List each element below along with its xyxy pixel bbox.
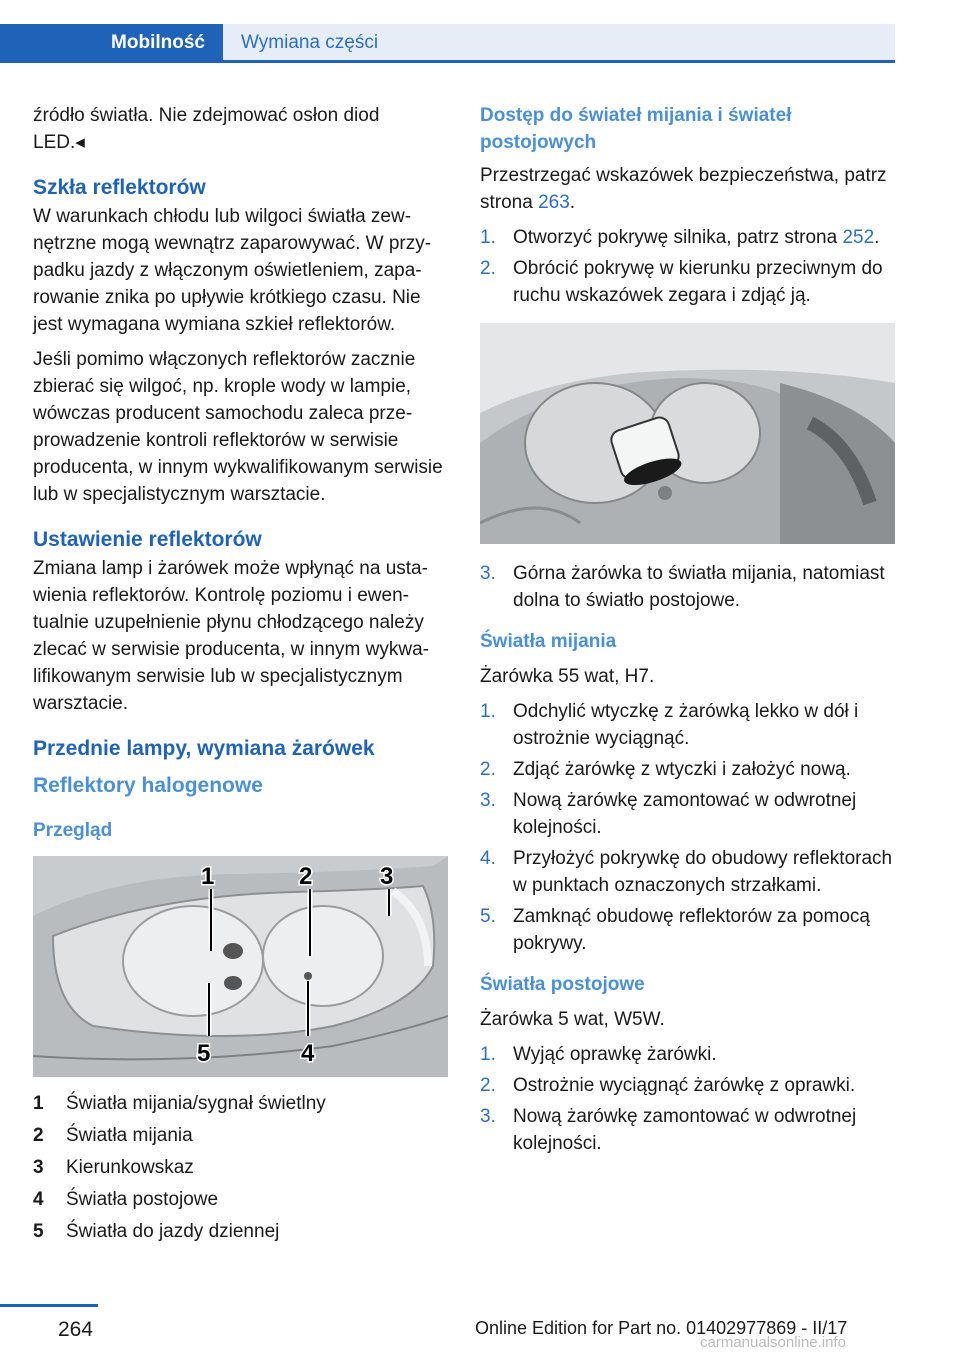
figure-legend [33, 1087, 451, 1247]
front-lamps-heading: Przednie lampy, wymiana żarówek [33, 737, 375, 760]
page-link-263[interactable]: 263 [538, 192, 570, 213]
access-heading: Dostęp do świateł mijania i świateł postojowych [480, 105, 792, 153]
intro-line-1: źródło światła. Nie zdejmować osłon diod [33, 105, 380, 126]
list-item: 2. Obrócić pokrywę w kierunku przeciwnym do ruchu wskazówek zegara i zdjąć ją. [480, 258, 883, 306]
tab-wymiana-czesci[interactable]: Wymiana części [223, 24, 895, 62]
list-item: 3. Nową żarówkę zamontować w odwrotnej kolejności. [480, 790, 857, 838]
right-column [480, 102, 898, 1167]
figure-label-1: 1 [201, 863, 215, 890]
headlight-overview-image [33, 856, 448, 1077]
list-item: 3. Górna żarówka to światła mijania, natomiast dolna to światło postojowe. [480, 563, 885, 611]
halogen-heading: Reflektory halogenowe [33, 774, 263, 797]
engine-bay-illustration [480, 323, 895, 544]
adjust-heading: Ustawienie reflektorów [33, 528, 262, 551]
engine-bay-image [480, 323, 895, 544]
legend-item: 5 Światła do jazdy dziennej [33, 1220, 280, 1242]
header-divider [0, 60, 895, 63]
headlight-illustration [33, 856, 448, 1077]
adjust-paragraph: Zmiana lamp i żarówek może wpłynąć na ustawienia reflektorów. Kontrolę poziomu i ewentualnie uzupełnienie płynu chłodzącego należy zlecać w serwisie producenta, w innym wykwalifikowanym serwisie lub w specjalistycznym warsztacie. [33, 558, 429, 714]
low-beam-bulb: Żarówka 55 wat, H7. [480, 666, 655, 687]
figure-label-3: 3 [380, 863, 394, 890]
parking-heading: Światła postojowe [480, 974, 645, 995]
access-steps [480, 224, 898, 309]
legend-item: 2 Światła mijania [33, 1124, 193, 1146]
overview-heading: Przegląd [33, 820, 113, 841]
tab-mobilnosc[interactable]: Mobilność [0, 24, 223, 62]
legend-item: 1 Światła mijania/sygnał świetlny [33, 1092, 326, 1114]
list-item: 2. Ostrożnie wyciągnąć żarówkę z oprawki. [480, 1075, 856, 1096]
edition-text: Online Edition for Part no. 01402977869 - II/17 [475, 1318, 848, 1338]
list-item: 1. Wyjąć oprawkę żarówki. [480, 1044, 717, 1065]
glass-paragraph-1: W warunkach chłodu lub wilgoci światła zewnętrzne mogą wewnątrz zaparowywać. W przypadku jazdy z włączonym oświetleniem, zaparowanie znika po upływie krótkiego czasu. Nie jest wymagana wymiana szkieł reflektorów. [33, 206, 432, 335]
safety-paragraph: Przestrzegać wskazówek bezpieczeństwa, patrz strona 263. [480, 165, 887, 213]
page-link-252[interactable]: 252 [842, 227, 875, 248]
glass-heading: Szkła reflektorów [33, 176, 206, 199]
figure-label-2: 2 [299, 863, 313, 890]
figure-label-4: 4 [301, 1040, 315, 1067]
glass-paragraph-2: Jeśli pomimo włączonych reflektorów zacznie zbierać się wilgoć, np. krople wody w lampie, wówczas producent samochodu zaleca przeprowadzenie kontroli reflektorów w serwisie producenta, w innym wykwalifikowanym serwisie lub w specjalistycznym warsztacie. [33, 349, 443, 505]
header [0, 0, 960, 64]
parking-bulb: Żarówka 5 wat, W5W. [480, 1009, 665, 1030]
footer-divider [0, 1304, 98, 1307]
list-item: 2. Zdjąć żarówkę z wtyczki i założyć nową. [480, 759, 851, 780]
list-item: 1. Odchylić wtyczkę z żarówką lekko w dół i ostrożnie wyciągnąć. [480, 701, 859, 749]
intro-line-2: LED.◂ [33, 132, 85, 153]
low-beam-steps [480, 698, 898, 957]
figure-label-5: 5 [197, 1040, 211, 1067]
legend-item: 3 Kierunkowskaz [33, 1156, 194, 1178]
watermark: carmanualsonline.info [700, 1334, 846, 1351]
legend-item: 4 Światła postojowe [33, 1188, 219, 1210]
list-item: 5. Zamknąć obudowę reflektorów za pomocą pokrywy. [480, 906, 870, 954]
list-item: 4. Przyłożyć pokrywkę do obudowy reflektorach w punktach oznaczonych strzałkami. [480, 848, 893, 896]
low-beam-heading: Światła mijania [480, 631, 617, 652]
list-item: 1. Otworzyć pokrywę silnika, patrz strona 252. [480, 227, 880, 248]
parking-steps [480, 1041, 898, 1157]
left-column [33, 102, 451, 1247]
list-item: 3. Nową żarówkę zamontować w odwrotnej kolejności. [480, 1106, 857, 1154]
bulb-info-step [480, 560, 898, 614]
page-number: 264 [58, 1318, 94, 1341]
intro-text [33, 102, 451, 156]
